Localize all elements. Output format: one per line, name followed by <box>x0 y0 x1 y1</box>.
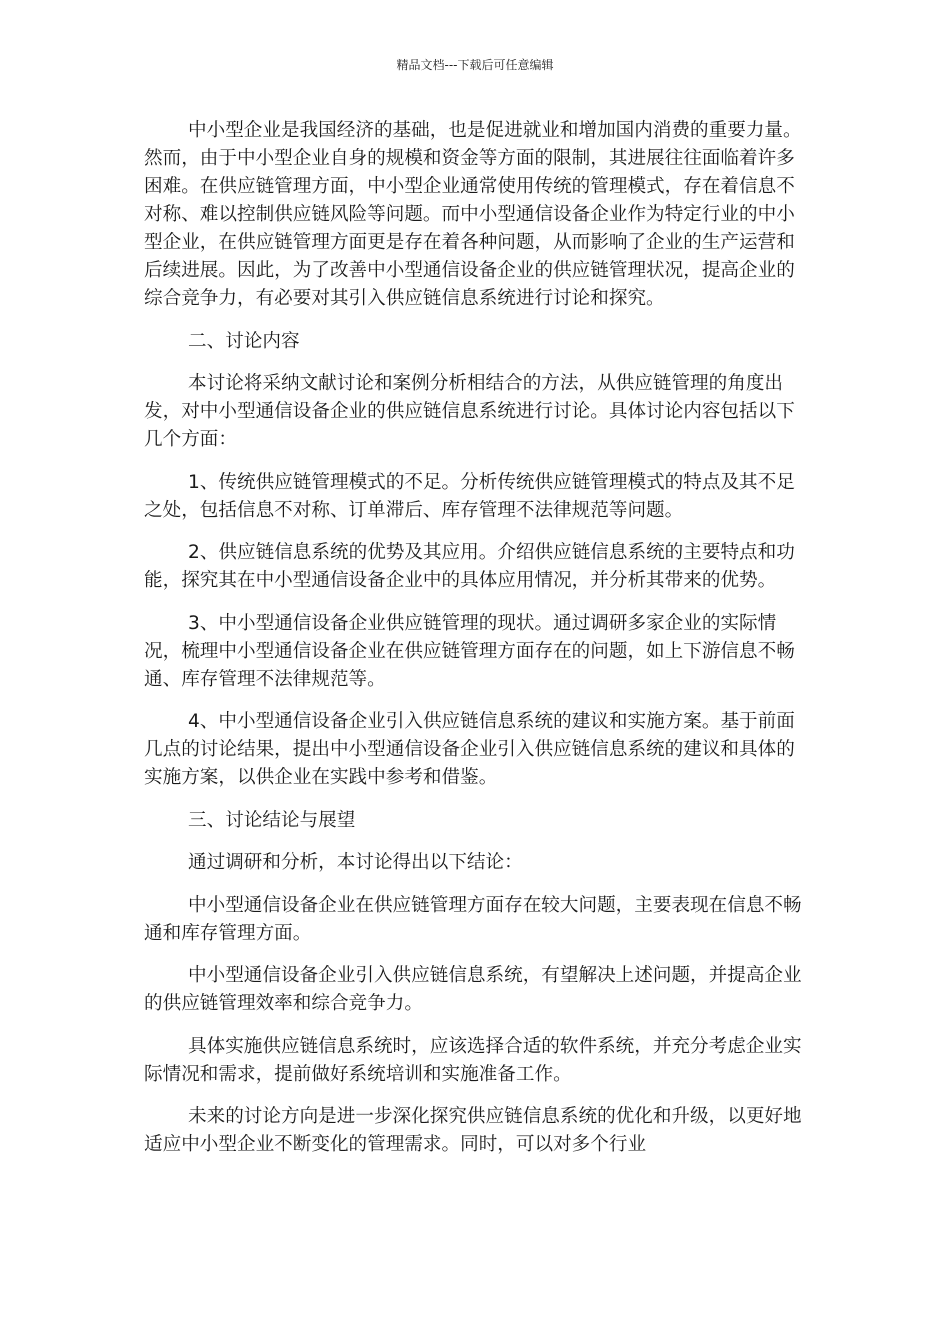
paragraph-conclusion-1: 中小型通信设备企业在供应链管理方面存在较大问题，主要表现在信息不畅通和库存管理方面。 <box>144 894 802 944</box>
page-header: 精品文档---下载后可任意编辑 <box>396 58 554 72</box>
paragraph-conclusion-2: 中小型通信设备企业引入供应链信息系统，有望解决上述问题，并提高企业的供应链管理效率和综合竞争力。 <box>144 965 802 1014</box>
paragraph-outlook: 未来的讨论方向是进一步深化探究供应链信息系统的优化和升级，以更好地适应中小型企业不断变化的管理需求。同时，可以对多个行业 <box>144 1106 802 1155</box>
list-item-2: 2、供应链信息系统的优势及其应用。介绍供应链信息系统的主要特点和功能，探究其在中小型通信设备企业中的具体应用情况，并分析其带来的优势。 <box>144 542 795 591</box>
list-item-1: 1、传统供应链管理模式的不足。分析传统供应链管理模式的特点及其不足之处，包括信息不对称、订单滞后、库存管理不法律规范等问题。 <box>144 471 795 521</box>
document-body <box>144 117 808 1174</box>
paragraph-conclusion-3: 具体实施供应链信息系统时，应该选择合适的软件系统，并充分考虑企业实际情况和需求，提前做好系统培训和实施准备工作。 <box>144 1035 802 1085</box>
list-item-4: 4、中小型通信设备企业引入供应链信息系统的建议和实施方案。基于前面几点的讨论结果，提出中小型通信设备企业引入供应链信息系统的建议和具体的实施方案，以供企业在实践中参考和借鉴。 <box>144 711 795 788</box>
paragraph-conclusion-intro: 通过调研和分析，本讨论得出以下结论： <box>188 852 523 873</box>
section-heading-research-content: 二、讨论内容 <box>188 330 300 352</box>
paragraph-method: 本讨论将采纳文献讨论和案例分析相结合的方法，从供应链管理的角度出发，对中小型通信设备企业的供应链信息系统进行讨论。具体讨论内容包括以下几个方面： <box>144 373 795 450</box>
paragraph-intro: 中小型企业是我国经济的基础，也是促进就业和增加国内消费的重要力量。然而，由于中小型企业自身的规模和资金等方面的限制，其进展往往面临着许多困难。在供应链管理方面，中小型企业通常使用传统的管理模式，存在着信息不对称、难以控制供应链风险等问题。而中小型通信设备企业作为特定行业的中小型企业，在供应链管理方面更是存在着各种问题，从而影响了企业的生产运营和后续进展。因此，为了改善中小型通信设备企业的供应链管理状况，提高企业的综合竞争力，有必要对其引入供应链信息系统进行讨论和探究。 <box>144 120 802 309</box>
section-heading-conclusion: 三、讨论结论与展望 <box>188 809 356 831</box>
list-item-3: 3、中小型通信设备企业供应链管理的现状。通过调研多家企业的实际情况，梳理中小型通信设备企业在供应链管理方面存在的问题，如上下游信息不畅通、库存管理不法律规范等。 <box>144 612 795 690</box>
